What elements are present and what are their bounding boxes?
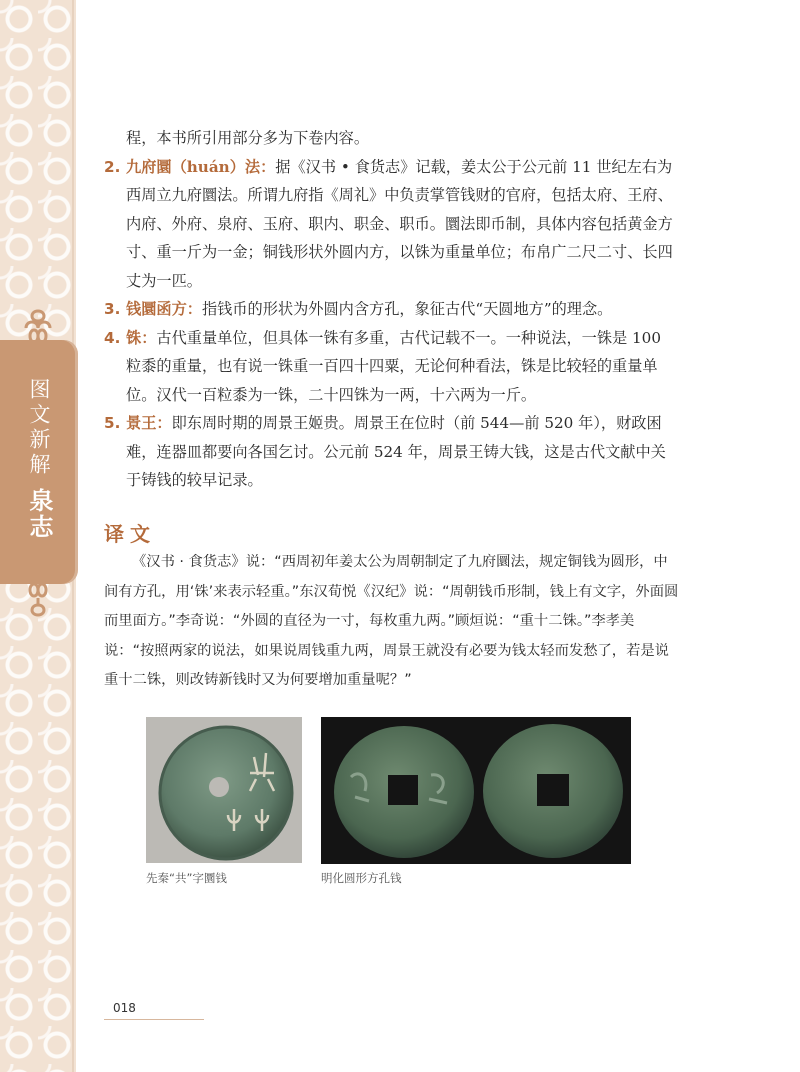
note-item xyxy=(104,409,680,495)
note-number: 2. xyxy=(104,157,121,176)
note-text: 古代重量单位，但具体一铢有多重，古代记载不一。一种说法，一铢是 100 粒黍的重量，也有说一铢重一百四十四粟，无论何种看法，铢是比较轻的重量单位。汉代一百粒黍为一铢，二十四铢为一两，十六两为一斤。 xyxy=(126,328,662,404)
note-term: 九府圜（huán）法： xyxy=(126,157,276,176)
knot-ornament-icon xyxy=(18,578,58,618)
note-item xyxy=(104,295,680,324)
note-number: 5. xyxy=(104,414,121,432)
translation-heading: 译文 xyxy=(104,522,156,546)
note-item xyxy=(104,324,680,410)
footer-rule xyxy=(104,1019,204,1020)
figure-caption: 明化圆形方孔钱 xyxy=(321,871,402,885)
page-number: 018 xyxy=(113,1001,136,1015)
note-text: 即东周时期的周景王姬贵。周景王在位时（前 544—前 520 年），财政困难，连器皿都要向各国乞讨。公元前 524 年，周景王铸大钱，这是古代文献中关于铸钱的较早记录。 xyxy=(126,414,666,489)
round-coin-photo xyxy=(146,717,302,863)
round-coin-image xyxy=(146,717,302,863)
translation-paragraph: 《汉书 · 食货志》说：“西周初年姜太公为周朝制定了九府圜法，规定铜钱为圆形，中间有方孔，用‘铢’来表示轻重。”东汉荀悦《汉纪》说：“周朝钱币形制，钱上有文字，外面圆而里面方。”李奇说：“外圆的直径为一寸，每枚重九两。”顾烜说：“重十二铢。”李孝美说：“按照两家的说法，如果说周钱重九两，周景王就没有必要为钱太轻而发愁了，若是说重十二铢，则改铸新钱时又为何要增加重量呢？” xyxy=(104,554,679,688)
note-term: 铢： xyxy=(126,328,157,347)
note-term: 景王： xyxy=(126,414,172,432)
note-text: 指钱币的形状为外圆内含方孔，象征古代“天圆地方”的理念。 xyxy=(201,300,613,318)
notes-section xyxy=(104,124,680,495)
square-hole-coins-photo xyxy=(321,717,631,864)
book-title: 泉志 xyxy=(25,488,53,540)
note-term: 钱圜函方： xyxy=(126,300,202,318)
note-continuation: 程，本书所引用部分多为下卷内容。 xyxy=(126,129,369,147)
series-title: 图文新解 xyxy=(27,378,51,478)
note-item xyxy=(104,153,680,296)
square-hole-coins-image xyxy=(321,717,631,864)
note-text: 据《汉书 • 食货志》记载，姜太公于公元前 11 世纪左右为西周立九府圜法。所谓九府指《周礼》中负责掌管钱财的官府，包括太府、王府、内府、外府、泉府、玉府、职内、职金、职币。圜法即币制，具体内容包括黄金方寸、重一斤为一金；铜钱形状外圆内方，以铢为重量单位；布帛广二尺二寸、长四丈为一匹。 xyxy=(126,157,673,290)
note-number: 3. xyxy=(104,300,121,318)
figure-caption: 先秦“共”字圜钱 xyxy=(146,871,227,885)
note-number: 4. xyxy=(104,328,121,347)
